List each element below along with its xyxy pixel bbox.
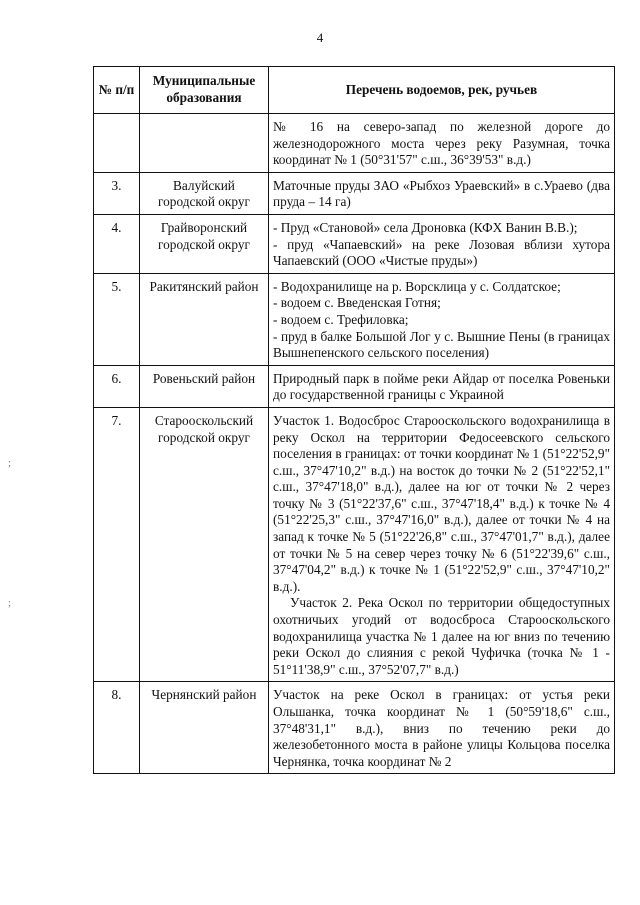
municipality-name: Ракитянский район [140,273,269,365]
water-body-item: Природный парк в пойме реки Айдар от поселка Ровеньки до государственной границы с Украиной [273,370,610,403]
municipality-name: Старооскольский городской округ [140,407,269,682]
row-number: 8. [94,682,140,774]
table-body [94,114,615,774]
water-bodies-cell [269,273,615,365]
table-row [94,365,615,407]
table-row [94,682,615,774]
row-number: 3. [94,172,140,214]
water-body-item: Участок 2. Река Оскол по территории общедоступных охотничьих угодий от водосброса Старооскольского водохранилища участка № 1 далее на юг вниз по течению реки Оскол до слияния с рекой Чуфичка (точка № 1 - 51°11'38,9" с.ш., 37°52'07,7" в.д.) [273,595,610,677]
water-body-item: Участок на реке Оскол в границах: от устья реки Ольшанка, точка координат № 1 (50°59'18,6" с.ш., 37°48'31,1" в.д.), вниз по течению реки до железобетонного моста в районе улицы Кольцова поселка Чернянка, точка координат № 2 [273,687,610,769]
municipality-name: Чернянский район [140,682,269,774]
water-body-item: Маточные пруды ЗАО «Рыбхоз Ураевский» в с.Ураево (два пруда – 14 га) [273,177,610,210]
header-num: № п/п [94,67,140,114]
water-bodies-cell [269,407,615,682]
water-body-item: № 16 на северо-запад по железной дороге до железнодорожного моста через реку Разумная, точка координат № 1 (50°31'57" с.ш., 36°39'53" в.д.) [273,119,610,168]
row-number [94,114,140,173]
row-number: 7. [94,407,140,682]
water-body-item: - водоем с. Трефиловка; [273,311,409,327]
water-bodies-cell [269,114,615,173]
page-number: 4 [316,30,324,45]
row-number: 4. [94,214,140,273]
water-bodies-cell [269,365,615,407]
water-bodies-cell [269,682,615,774]
water-bodies-cell [269,214,615,273]
row-number: 5. [94,273,140,365]
water-body-item: - водоем с. Введенская Готня; [273,295,441,311]
table-header-row [94,67,615,114]
water-body-item: - Водохранилище на р. Ворсклица у с. Солдатское; [273,278,561,294]
table-row [94,407,615,682]
table-row [94,214,615,273]
water-body-item: - Пруд «Становой» села Дроновка (КФХ Ванин В.В.); [273,219,578,235]
water-body-item: - пруд в балке Большой Лог у с. Вышние Пены (в границах Вышнепенского сельского поселения) [273,328,610,361]
header-list: Перечень водоемов, рек, ручьев [269,67,615,114]
margin-mark: ; [8,457,12,469]
table-row [94,273,615,365]
row-number: 6. [94,365,140,407]
water-bodies-cell [269,172,615,214]
municipality-name: Валуйский городской округ [140,172,269,214]
water-body-item: Участок 1. Водосброс Старооскольского водохранилища в реку Оскол на территории Федосеевского сельского поселения в границах: от точки координат № 1 (51°22'52,9" с.ш., 37°47'10,2" в.д.) на восток до точки № 2 (51°22'52,1" с.ш., 37°47'18,0" в.д.), далее на юг от точки № 2 через точку № 3 (51°22'37,6" с.ш., 37°47'18,4" в.д.) к точке № 4 (51°22'25,3" с.ш., 37°47'16,0" в.д.), далее от точки № 4 на запад к точке № 5 (51°22'26,8" с.ш., 37°47'01,7" в.д.), далее от точки № 5 на север через точку № 6 (51°22'39,6" с.ш., 37°47'04,2" в.д.) к точке № 1 (51°22'52,9" с.ш., 37°47'10,2" в.д.). [273,412,610,594]
municipality-name [140,114,269,173]
table-row [94,114,615,173]
water-bodies-table [93,66,615,774]
municipality-name: Грайворонский городской округ [140,214,269,273]
table-row [94,172,615,214]
margin-mark: ; [8,597,12,609]
header-municipality: Муниципальные образования [140,67,269,114]
water-body-item: - пруд «Чапаевский» на реке Лозовая вблизи хутора Чапаевский (ООО «Чистые пруды») [273,236,610,269]
municipality-name: Ровеньский район [140,365,269,407]
